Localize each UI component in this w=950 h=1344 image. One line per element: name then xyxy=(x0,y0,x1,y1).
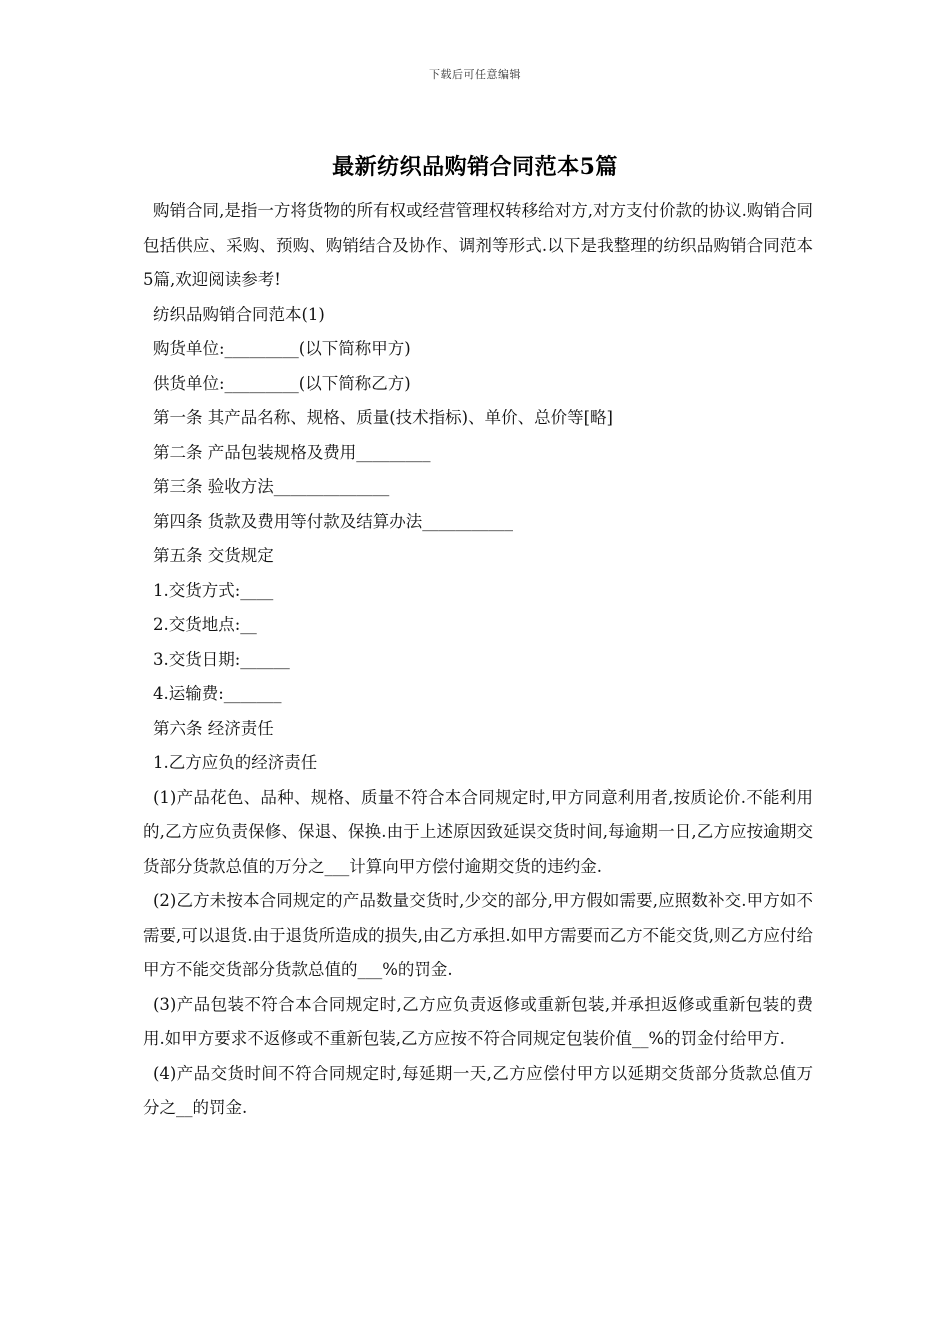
contract-heading: 纺织品购销合同范本(1) xyxy=(153,304,325,324)
delivery-date: 3.交货日期:______ xyxy=(153,649,290,669)
liability-clause-2: (2)乙方未按本合同规定的产品数量交货时,少交的部分,甲方假如需要,应照数补交.甲方如不需要,可以退货.由于退货所造成的损失,由乙方承担.如甲方需要而乙方不能交货,则乙方应付给甲方不能交货部分货款总值的___%的罚金. xyxy=(143,891,813,979)
liability-clause-3: (3)产品包装不符合本合同规定时,乙方应负责返修或重新包装,并承担返修或重新包装的费用.如甲方要求不返修或不重新包装,乙方应按不符合同规定包装价值__%的罚金付给甲方. xyxy=(143,994,813,1048)
buyer-line: 购货单位:_________(以下简称甲方) xyxy=(153,339,411,358)
article-6: 第六条 经济责任 xyxy=(153,718,274,738)
liability-clause-4: (4)产品交货时间不符合同规定时,每延期一天,乙方应偿付甲方以延期交货部分货款总值万分之__的罚金. xyxy=(143,1063,813,1117)
transport-fee: 4.运输费:_______ xyxy=(153,684,282,703)
article-1: 第一条 其产品名称、规格、质量(技术指标)、单价、总价等[略] xyxy=(153,408,613,427)
header-note: 下载后可任意编辑 xyxy=(429,68,521,81)
supplier-liability-heading: 1.乙方应负的经济责任 xyxy=(153,753,318,772)
supplier-line: 供货单位:_________(以下简称乙方) xyxy=(153,373,411,393)
liability-clause-1: (1)产品花色、品种、规格、质量不符合本合同规定时,甲方同意利用者,按质论价.不能利用的,乙方应负责保修、保退、保换.由于上述原因致延误交货时间,每逾期一日,乙方应按逾期交货部分货款总值的万分之___计算向甲方偿付逾期交货的违约金. xyxy=(143,787,813,876)
article-2: 第二条 产品包装规格及费用_________ xyxy=(153,442,431,462)
article-5: 第五条 交货规定 xyxy=(153,546,274,565)
document-title: 最新纺织品购销合同范本5篇 xyxy=(332,154,618,180)
document-body xyxy=(143,194,813,1126)
article-3: 第三条 验收方法______________ xyxy=(153,477,390,496)
delivery-method: 1.交货方式:____ xyxy=(153,580,274,600)
intro-paragraph: 购销合同,是指一方将货物的所有权或经营管理权转移给对方,对方支付价款的协议.购销合同包括供应、采购、预购、购销结合及协作、调剂等形式.以下是我整理的纺织品购销合同范本5篇,欢迎阅读参考! xyxy=(143,201,813,289)
article-4: 第四条 货款及费用等付款及结算办法___________ xyxy=(153,511,513,531)
delivery-location: 2.交货地点:__ xyxy=(153,615,257,634)
